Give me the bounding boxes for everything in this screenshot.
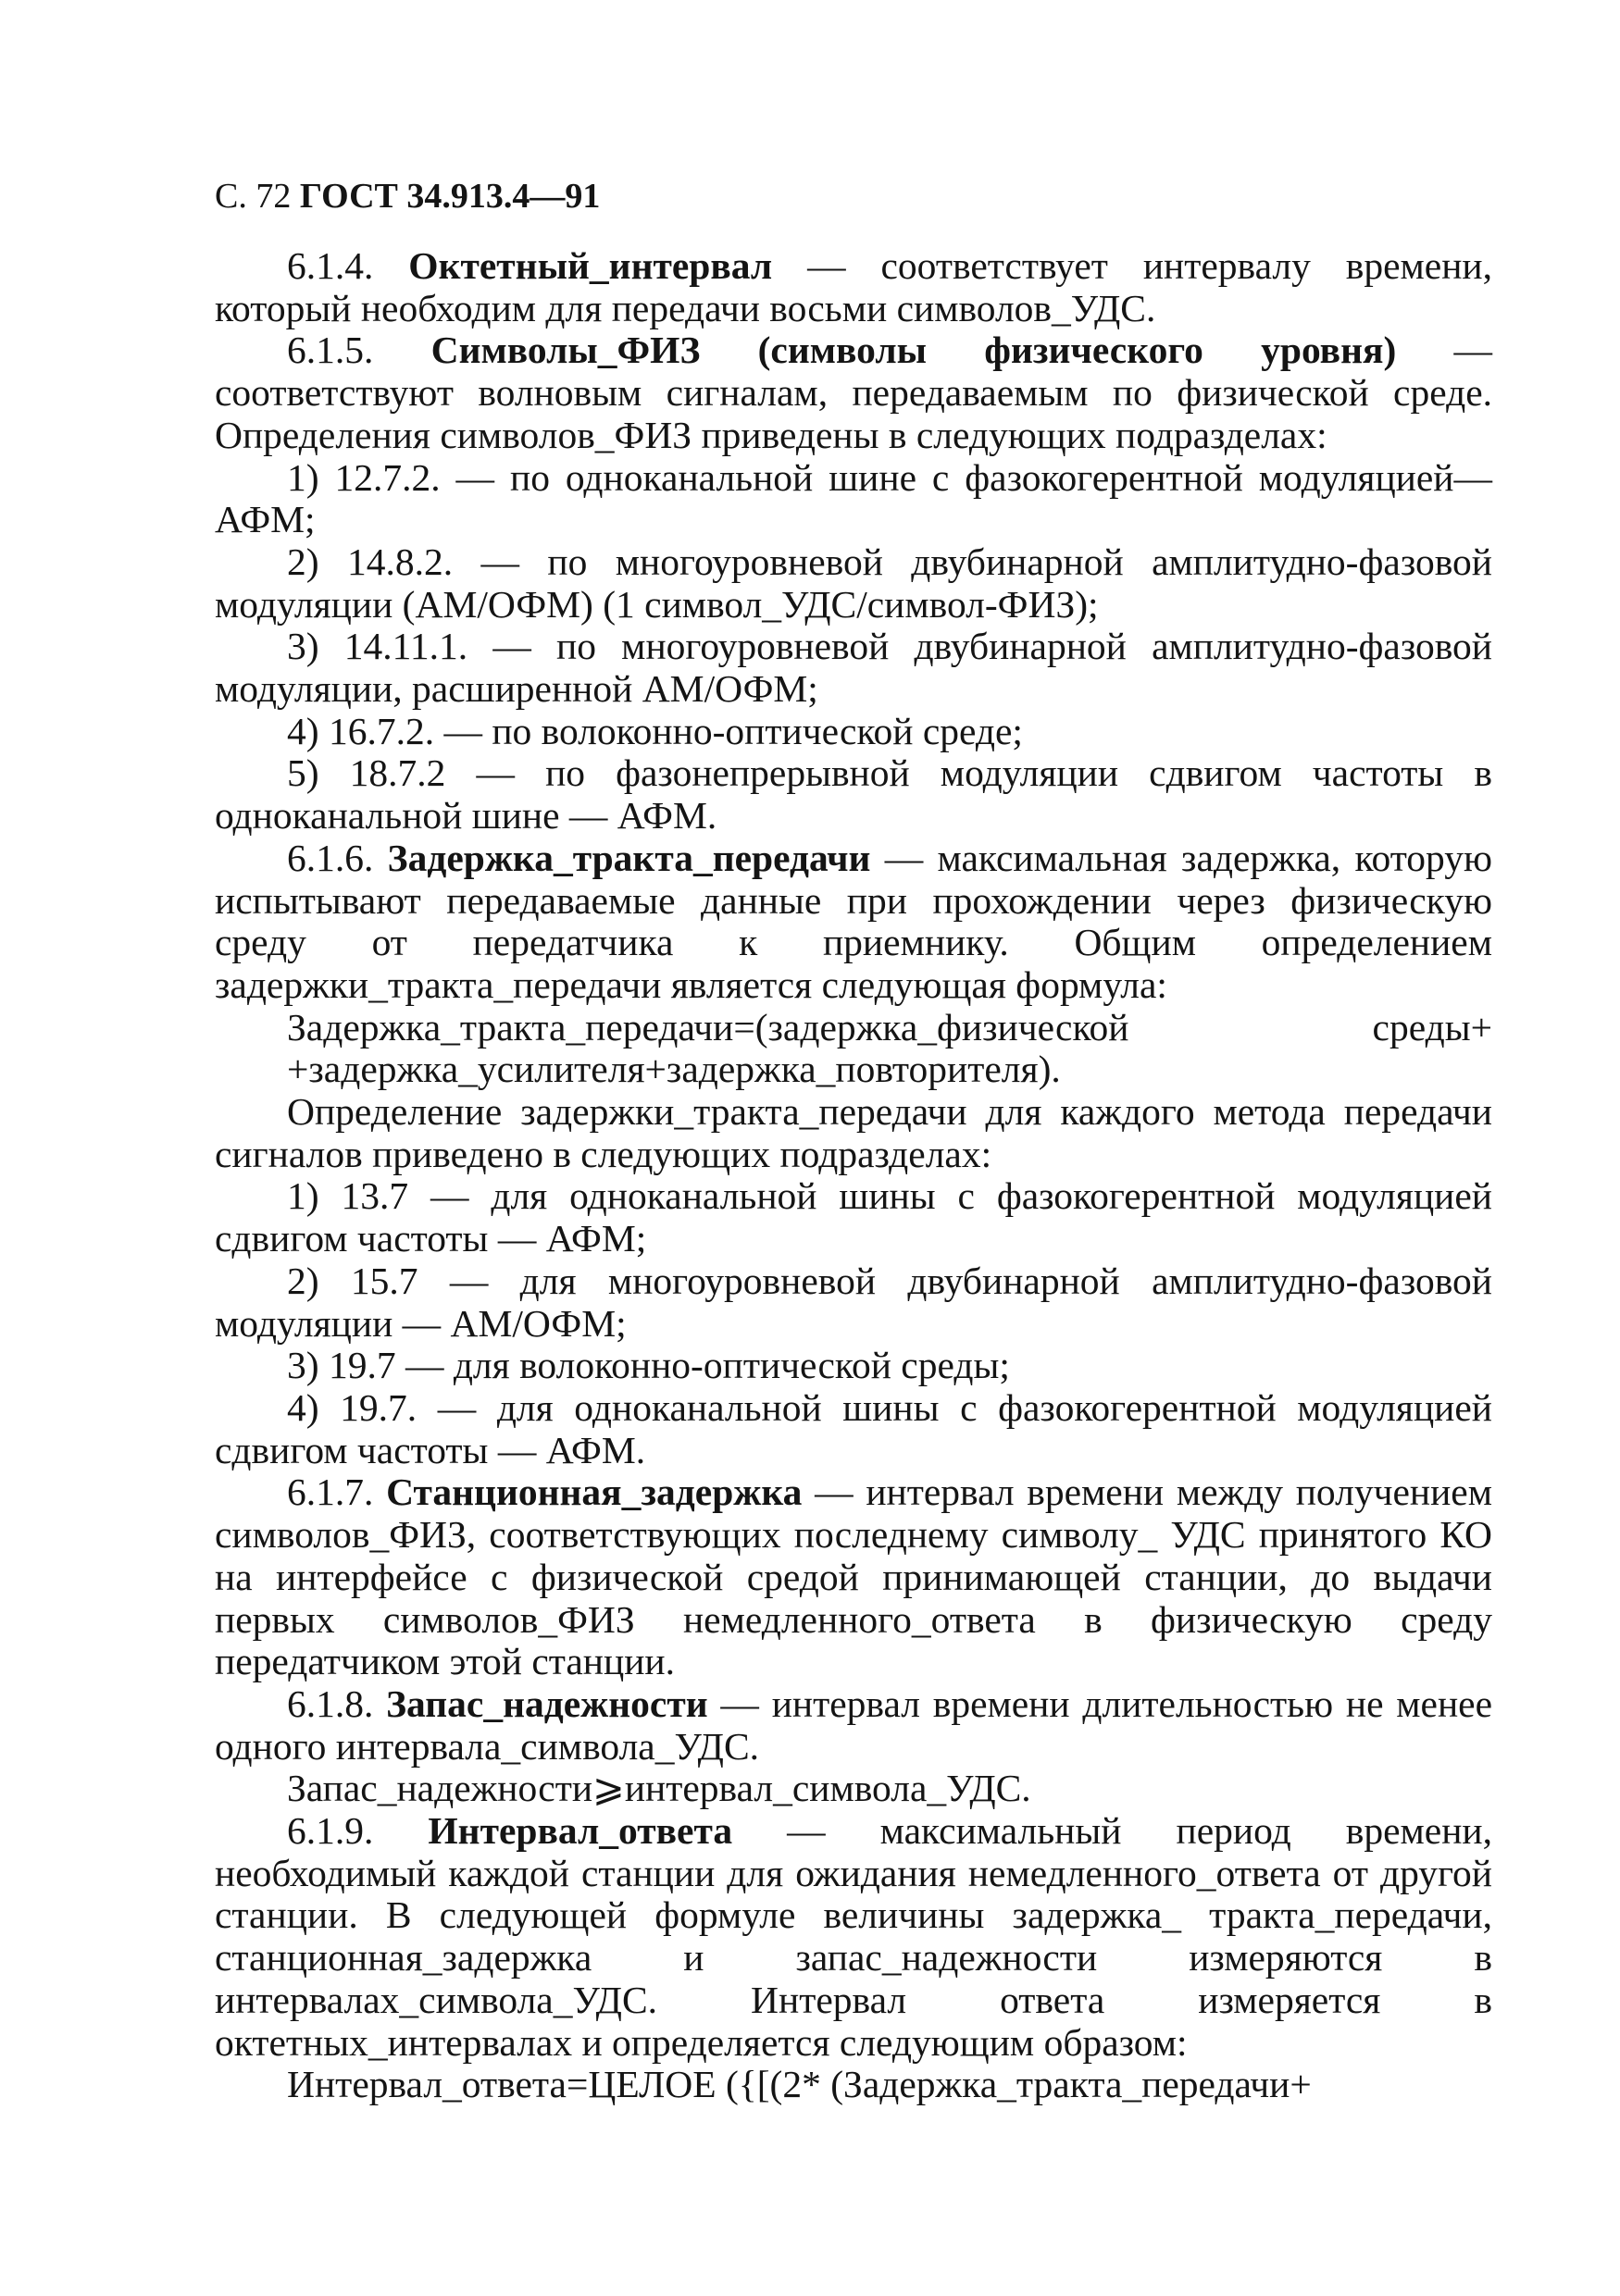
clause-number: 6.1.8. (287, 1682, 374, 1725)
term: Задержка_тракта_передачи (387, 836, 871, 879)
clause-number: 6.1.4. (287, 244, 374, 287)
list-item: 3) 14.11.1. — по многоуровневой двубинарной амплитудно-фазовой модуляции, расширенной АМ/ОФМ; (215, 625, 1492, 711)
list-item: 3) 19.7 — для волоконно-оптической среды; (287, 1344, 1010, 1387)
list-item: 5) 18.7.2 — по фазонепрерывной модуляции сдвигом частоты в одноканальной шине — АФМ. (215, 751, 1492, 838)
list-item: 4) 16.7.2. — по волоконно-оптической среде; (287, 709, 1023, 752)
clause-number: 6.1.7. (287, 1471, 374, 1514)
paragraph-6-1-7 (215, 1471, 1492, 1683)
paragraph-6-1-6 (215, 838, 1492, 1007)
page-header (215, 176, 600, 217)
clause-number: 6.1.6. (287, 836, 374, 879)
paragraph-6-1-5 (215, 329, 1492, 456)
paragraph-text: Определение задержки_тракта_передачи для каждого метода передачи сигналов приведено в следующих подразделах: (215, 1090, 1492, 1175)
paragraph-6-1-4 (215, 245, 1492, 329)
standard-code: ГОСТ 34.913.4—91 (299, 177, 601, 216)
term: Символы_ФИЗ (символы физического уровня) (430, 329, 1397, 372)
paragraph-text: — интервал времени длительностью не менее одного интервала_символа_УДС. (215, 1682, 1492, 1768)
paragraph-6-1-9 (215, 1810, 1492, 2064)
paragraph-6-1-8 (215, 1683, 1492, 1768)
paragraph-text: — соответствуют волновым сигналам, передаваемым по физической среде. Определения символов_ФИЗ приведены в следующих подразделах: (215, 329, 1492, 456)
formula: Задержка_тракта_передачи=(задержка_физической среды+ +задержка_усилителя+задержка_повторителя). (287, 1005, 1492, 1091)
term: Станционная_задержка (386, 1471, 803, 1514)
list-item: 1) 12.7.2. — по одноканальной шине с фазокогерентной модуляцией—АФМ; (215, 455, 1492, 541)
paragraph-text: — максимальная задержка, которую испытывают передаваемые данные при прохождении через физическую среду от передатчика к приемнику. Общим определением задержки_тракта_передачи является следующая формула: (215, 836, 1492, 1006)
list-item: 1) 13.7 — для одноканальной шины с фазокогерентной модуляцией сдвигом частоты — АФМ; (215, 1174, 1492, 1260)
paragraph-text: — максимальный период времени, необходимый каждой станции для ожидания немедленного_ответа от другой станции. В следующей формуле величины задержка_ тракта_передачи, станционная_задержка и запас_надежности измеряются в интервалах_символа_УДС. Интервал ответа измеряется в октетных_интервалах и определяется следующим образом: (215, 1809, 1492, 2064)
term: Интервал_ответа (428, 1809, 733, 1853)
term: Запас_надежности (386, 1682, 708, 1725)
list-item: 2) 15.7 — для многоуровневой двубинарной амплитудно-фазовой модуляции — АМ/ОФМ; (215, 1259, 1492, 1345)
paragraph-text: — соответствует интервалу времени, который необходим для передачи восьми символов_УДС. (215, 244, 1493, 329)
formula: Интервал_ответа=ЦЕЛОЕ ({[(2* (Задержка_тракта_передачи+ (287, 2063, 1312, 2106)
page-number: С. 72 (215, 177, 292, 216)
clause-number: 6.1.9. (287, 1809, 374, 1853)
clause-number: 6.1.5. (287, 329, 374, 372)
document-body (215, 245, 1492, 2106)
term: Октетный_интервал (408, 244, 773, 287)
list-item: 4) 19.7. — для одноканальной шины с фазокогерентной модуляцией сдвигом частоты — АФМ. (215, 1385, 1492, 1471)
formula: Запас_надежности⩾интервал_символа_УДС. (287, 1767, 1031, 1810)
list-item: 2) 14.8.2. — по многоуровневой двубинарной амплитудно-фазовой модуляции (АМ/ОФМ) (1 символ_УДС/символ-ФИЗ); (215, 540, 1492, 626)
paragraph-text: — интервал времени между получением символов_ФИЗ, соответствующих последнему символу_ УДС принятого КО на интерфейсе с физической средой принимающей станции, до выдачи первых символов_ФИЗ немедленного_ответа в физическую среду передатчиком этой станции. (215, 1471, 1492, 1683)
